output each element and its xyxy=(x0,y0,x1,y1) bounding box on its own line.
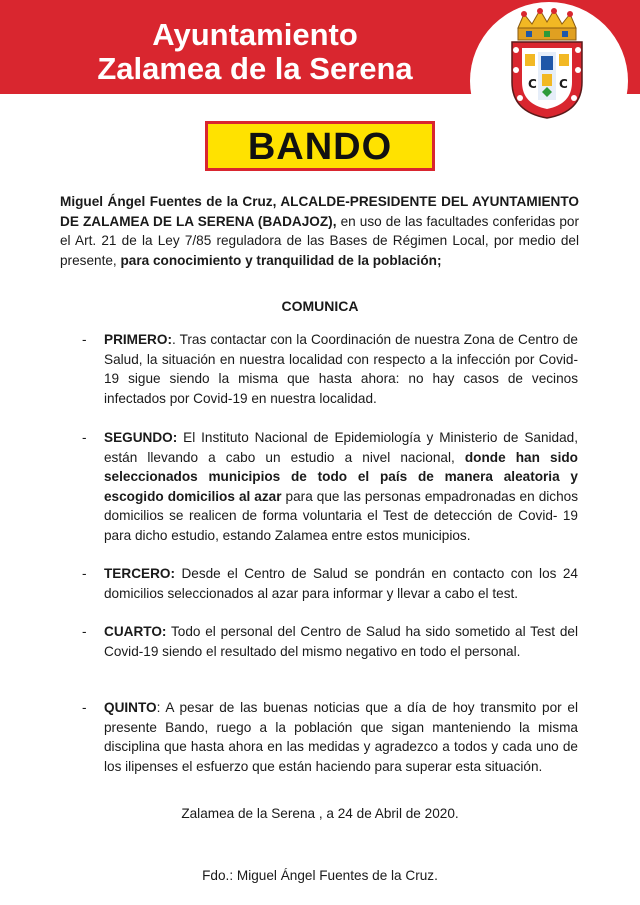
coat-of-arms-icon xyxy=(500,8,594,120)
svg-text:C: C xyxy=(528,77,537,91)
item-text: Todo el personal del Centro de Salud ha sido sometido al Test del Covid-19 siendo el resultado del mismo negativo en todo el personal. xyxy=(104,624,578,659)
header-title xyxy=(60,18,450,86)
item-label: TERCERO: xyxy=(104,566,175,581)
list-dash: - xyxy=(82,624,87,639)
title-line-1: Ayuntamiento xyxy=(152,17,358,52)
list-dash: - xyxy=(82,700,87,715)
signature-line: Fdo.: Miguel Ángel Fuentes de la Cruz. xyxy=(202,868,438,883)
item-bold-text: donde han sido seleccionados municipios de todo el país de manera aleatoria y escogido domicilios al azar xyxy=(104,449,578,504)
svg-text:C: C xyxy=(559,77,568,91)
intro-paragraph xyxy=(60,192,579,270)
bando-label: BANDO xyxy=(247,126,393,168)
header xyxy=(0,0,640,120)
item-label: SEGUNDO: xyxy=(104,430,178,445)
intro-bold-purpose: para conocimiento y tranquilidad de la población; xyxy=(116,252,442,268)
list-dash: - xyxy=(82,566,87,581)
item-text: . Tras contactar con la Coordinación de nuestra Zona de Centro de Salud, la situación en nuestra localidad con respecto a la infección por Covid-19 sigue siendo la misma que hasta ahora: no hay casos de vecinos infectados por Covid-19 en nuestra localidad. xyxy=(104,332,578,406)
date-line: Zalamea de la Serena , a 24 de Abril de 2020. xyxy=(181,806,459,821)
list-dash: - xyxy=(82,430,87,445)
item-text: Desde el Centro de Salud se pondrán en contacto con los 24 domicilios seleccionados al azar para informar y llevar a cabo el test. xyxy=(104,566,578,601)
bando-title-box xyxy=(205,121,435,171)
intro-text: en uso de las facultades conferidas por el Art. 21 de la Ley 7/85 reguladora de las Bases de Régimen Local, por medio del presente, xyxy=(60,213,579,268)
comunica-heading: COMUNICA xyxy=(281,298,359,314)
intro-bold-author: Miguel Ángel Fuentes de la Cruz, ALCALDE-PRESIDENTE DEL AYUNTAMIENTO DE ZALAMEA DE LA SERENA (BADAJOZ), xyxy=(60,194,579,229)
item-label: QUINTO xyxy=(104,700,157,715)
title-line-2: Zalamea de la Serena xyxy=(97,51,413,86)
list-dash: - xyxy=(82,332,87,347)
item-label: CUARTO: xyxy=(104,624,167,639)
item-text-2: para que las personas empadronadas en dichos domicilios se realicen de forma voluntaria el Test de detección de Covid- 19 para dicho estudio, estando Zalamea entre estos municipios. xyxy=(104,488,578,543)
item-label: PRIMERO: xyxy=(104,332,172,347)
item-text: El Instituto Nacional de Epidemiología y Ministerio de Sanidad, están llevando a cabo un estudio a nivel nacional, xyxy=(104,430,578,465)
item-text: : A pesar de las buenas noticias que a día de hoy transmito por el presente Bando, ruego a la población que sigan manteniendo la misma disciplina que hasta ahora en las medidas y agradezco a todos y cada uno de los ilipenses el esfuerzo que están haciendo para superar esta situación. xyxy=(104,700,578,774)
